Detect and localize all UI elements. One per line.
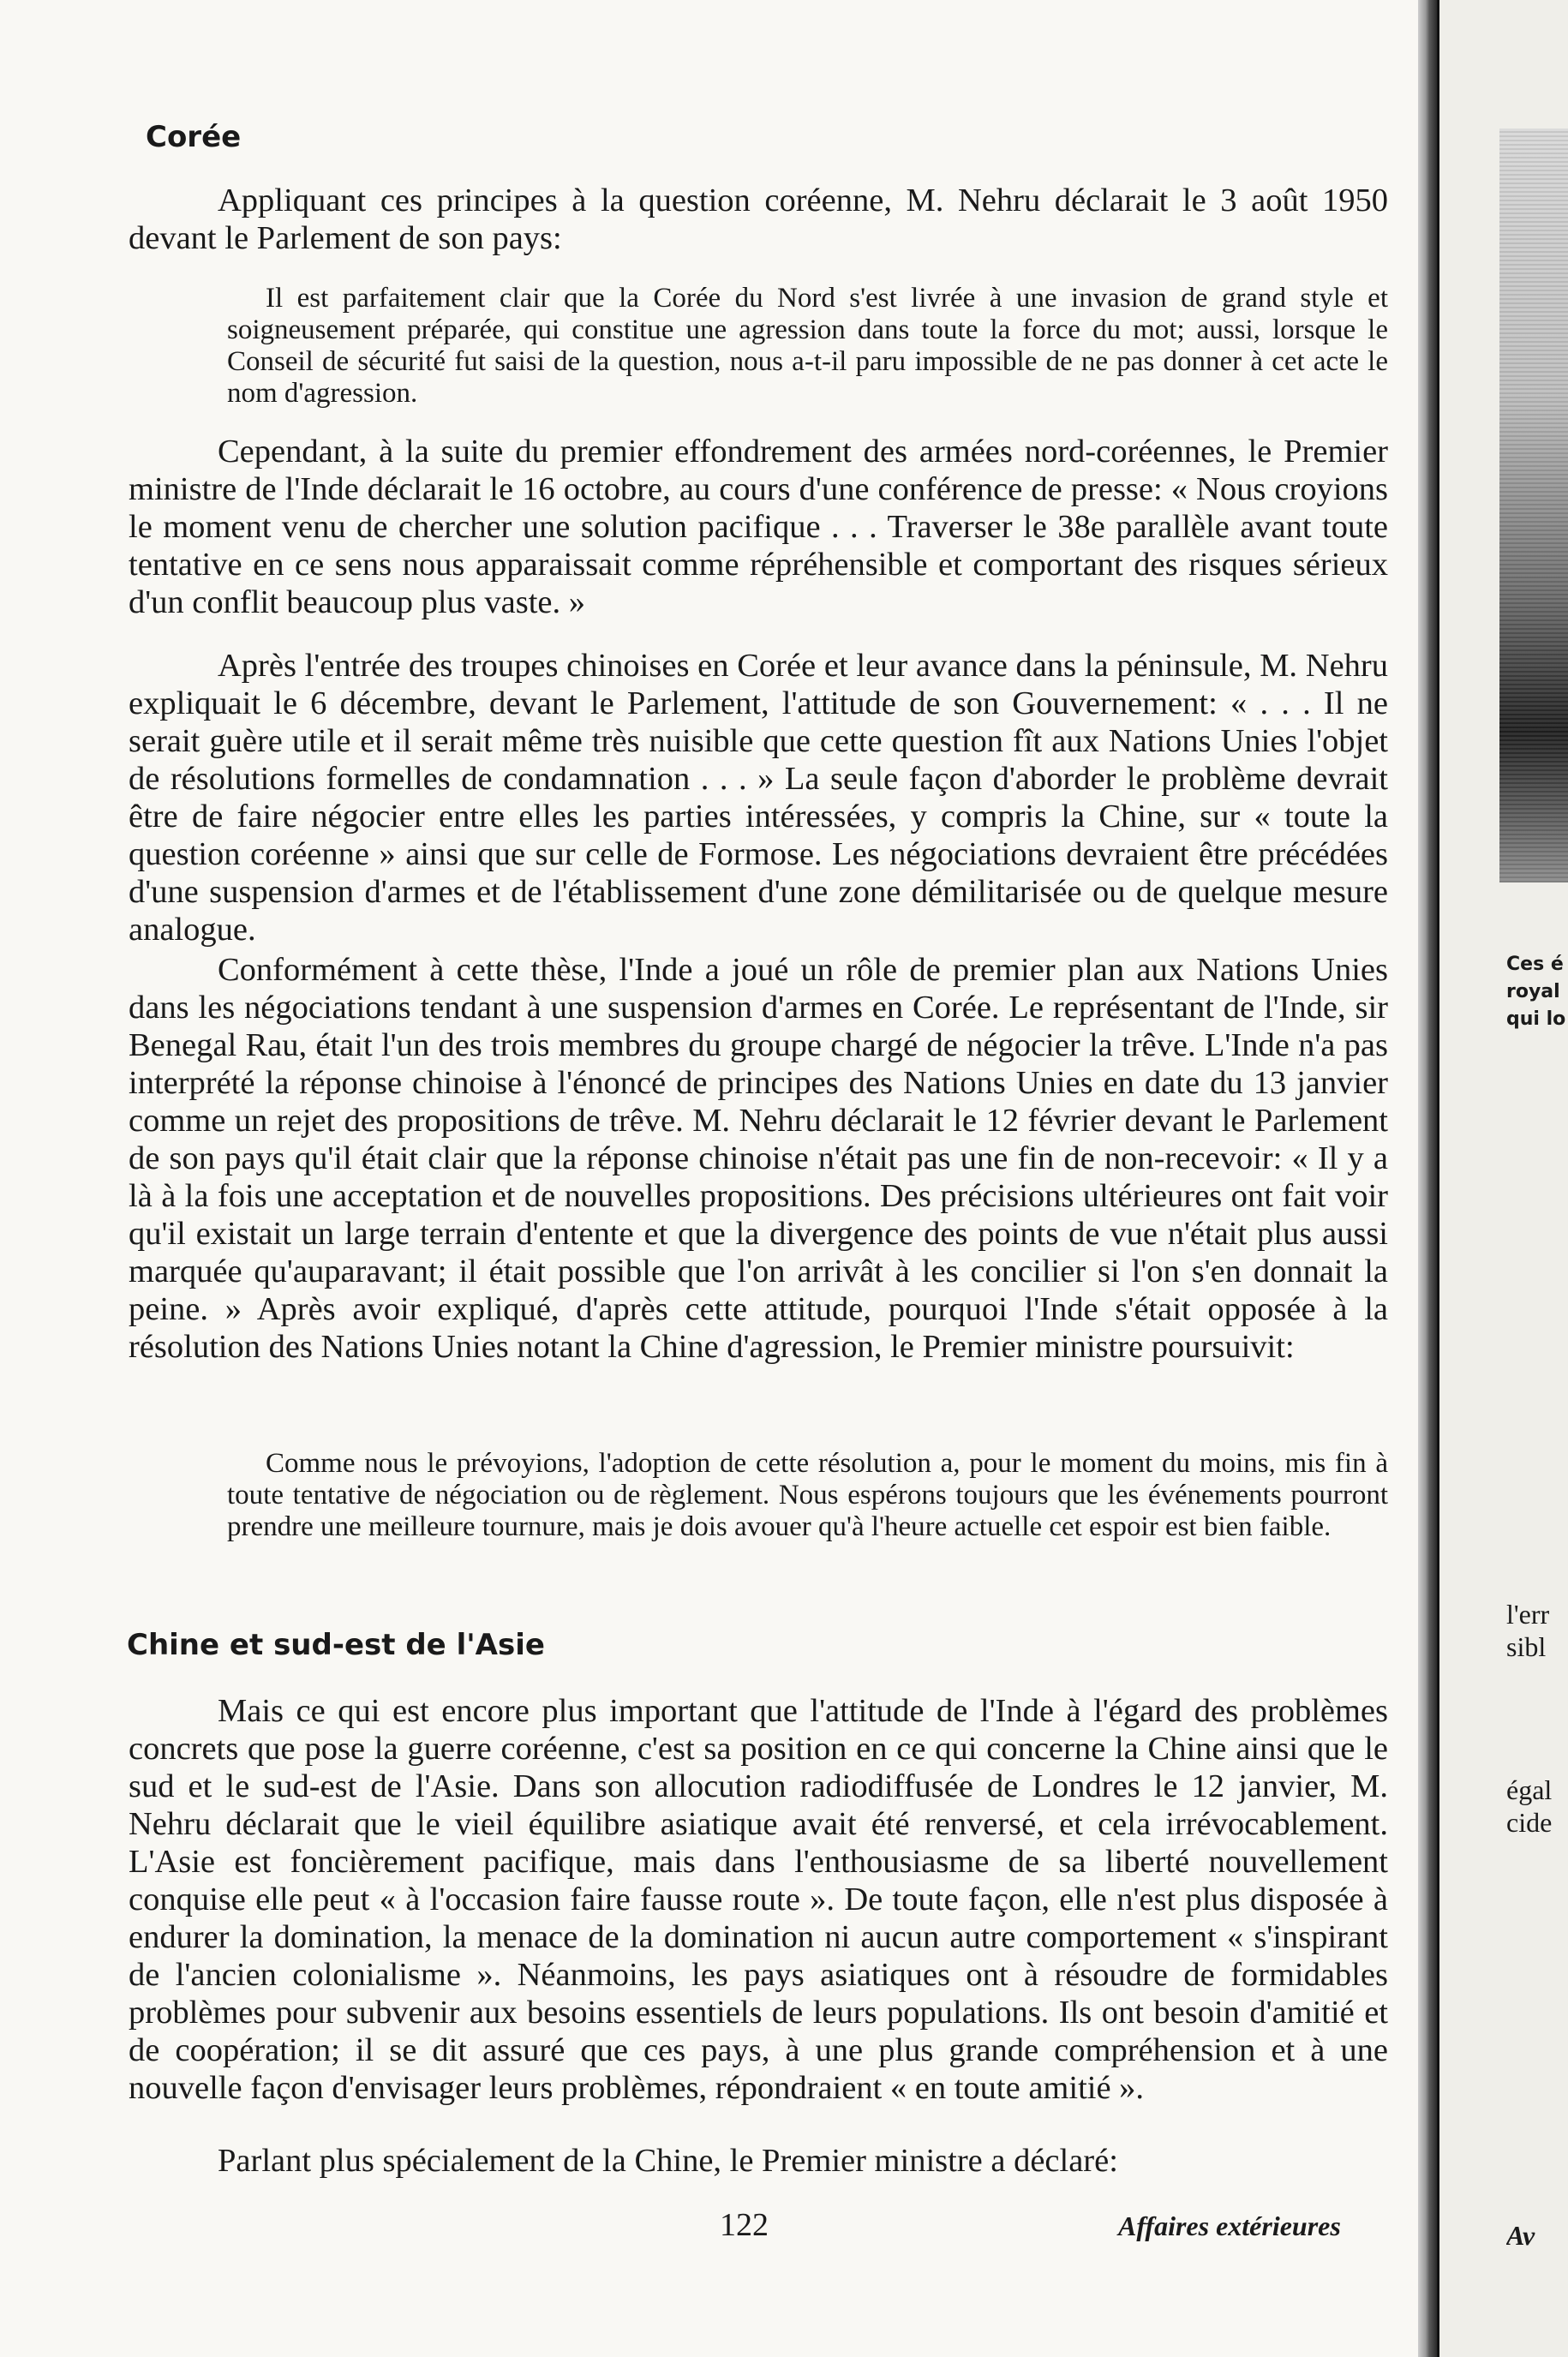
adjacent-caption: [1506, 951, 1568, 1033]
adjacent-caption-line: royal: [1506, 981, 1560, 1002]
adjacent-text-line: l'err: [1506, 1599, 1550, 1630]
paragraph: Parlant plus spécialement de la Chine, le Premier ministre a déclaré:: [218, 2143, 1118, 2179]
section-heading-coree: Corée: [146, 120, 242, 154]
adjacent-caption-line: Ces é: [1506, 954, 1564, 975]
paragraph: Appliquant ces principes à la question coréenne, M. Nehru déclarait le 3 août 1950 devant le Parlement de son pays:: [129, 182, 1388, 256]
paragraph: Conformément à cette thèse, l'Inde a joué un rôle de premier plan aux Nations Unies dans les négociations tendant à une suspension d'armes en Corée. Le représentant de l'Inde, sir Benegal Rau, était l'un des trois membres du groupe chargé de négocier la trêve. L'Inde n'a pas interprété la réponse chinoise à l'énoncé de principes des Nations Unies en date du 13 janvier comme un rejet des propositions de trêve. M. Nehru déclarait le 12 février devant le Parlement de son pays qu'il était clair que la réponse chinoise n'était pas une fin de non-recevoir: « Il y a là à la fois une acceptation et de nouvelles propositions. Des précisions ultérieures ont fait voir qu'il existait un large terrain d'entente et que la divergence des points de vue n'était plus aussi marquée qu'auparavant; il était possible que l'on arrivât à les concilier si l'on s'en donnait la peine. » Après avoir expliqué, d'après cette attitude, pourquoi l'Inde s'était opposée à la résolution des Nations Unies notant la Chine d'agression, le Premier ministre poursuivit:: [129, 952, 1388, 1365]
adjacent-caption-line: qui lo: [1506, 1008, 1566, 1030]
page-number: 122: [720, 2207, 769, 2243]
block-quote: Comme nous le prévoyions, l'adoption de cette résolution a, pour le moment du moins, mis fin à toute tentative de négociation ou de règlement. Nous espérons toujours que les événements pourront prendre une meilleure tournure, mais je dois avouer qu'à l'heure actuelle cet espoir est bien faible.: [227, 1448, 1388, 1542]
paragraph: Cependant, à la suite du premier effondrement des armées nord-coréennes, le Premier ministre de l'Inde déclarait le 16 octobre, au cours d'une conférence de presse: « Nous croyions le moment venu de chercher une solution pacifique . . . Traverser le 38e parallèle avant toute tentative en ce sens nous apparaissait comme répréhensible et comportant des risques sérieux d'un conflit beaucoup plus vaste. »: [129, 434, 1388, 620]
adjacent-text-line: cide: [1506, 1807, 1553, 1838]
adjacent-page-photo: [1499, 129, 1568, 882]
adjacent-footer-fragment: Av: [1506, 2220, 1535, 2251]
section-heading-chine: Chine et sud-est de l'Asie: [127, 1628, 545, 1662]
adjacent-text-fragment: [1506, 1774, 1568, 1839]
block-quote: Il est parfaitement clair que la Corée du Nord s'est livrée à une invasion de grand style et soigneusement préparée, qui constitue une agression dans toute la force du mot; aussi, lorsque le Conseil de sécurité fut saisi de la question, nous a-t-il paru impossible de ne pas donner à cet acte le nom d'agression.: [227, 283, 1388, 409]
publication-title: Affaires extérieures: [1118, 2210, 1341, 2241]
paragraph: Mais ce qui est encore plus important que l'attitude de l'Inde à l'égard des problèmes concrets que pose la guerre coréenne, c'est sa position en ce qui concerne la Chine ainsi que le sud et le sud-est de l'Asie. Dans son allocution radiodiffusée de Londres le 12 janvier, M. Nehru déclarait que le vieil équilibre asiatique avait été renversé, et cela irrévocablement. L'Asie est foncièrement pacifique, mais dans l'enthousiasme de sa liberté nouvellement conquise elle peut « à l'occasion faire fausse route ». De toute façon, elle n'est plus disposée à endurer la domination, la menace de la domination ni aucun autre comportement « s'inspirant de l'ancien colonialisme ». Néanmoins, les pays asiatiques ont à résoudre de formidables problèmes pour subvenir aux besoins essentiels de leurs populations. Ils ont besoin d'amitié et de coopération; il se dit assuré que ces pays, à une plus grande compréhension et à une nouvelle façon d'envisager leurs problèmes, répondraient « en toute amitié ».: [129, 1693, 1388, 2106]
adjacent-text-line: sibl: [1506, 1631, 1547, 1662]
page-fold: [1418, 0, 1437, 2357]
paragraph: Après l'entrée des troupes chinoises en Corée et leur avance dans la péninsule, M. Nehru expliquait le 6 décembre, devant le Parlement, l'attitude de son Gouvernement: « . . . Il ne serait guère utile et il serait même très nuisible que cette question fît aux Nations Unies l'objet de résolutions formelles de condamnation . . . » La seule façon d'aborder le problème devrait être de faire négocier entre elles les parties intéressées, y compris la Chine, sur « toute la question coréenne » ainsi que sur celle de Formose. Les négociations devraient être précédées d'une suspension d'armes et de l'établissement d'une zone démilitarisée ou de quelque mesure analogue.: [129, 648, 1388, 948]
adjacent-text-fragment: [1506, 1598, 1568, 1663]
adjacent-text-line: égal: [1506, 1774, 1553, 1805]
